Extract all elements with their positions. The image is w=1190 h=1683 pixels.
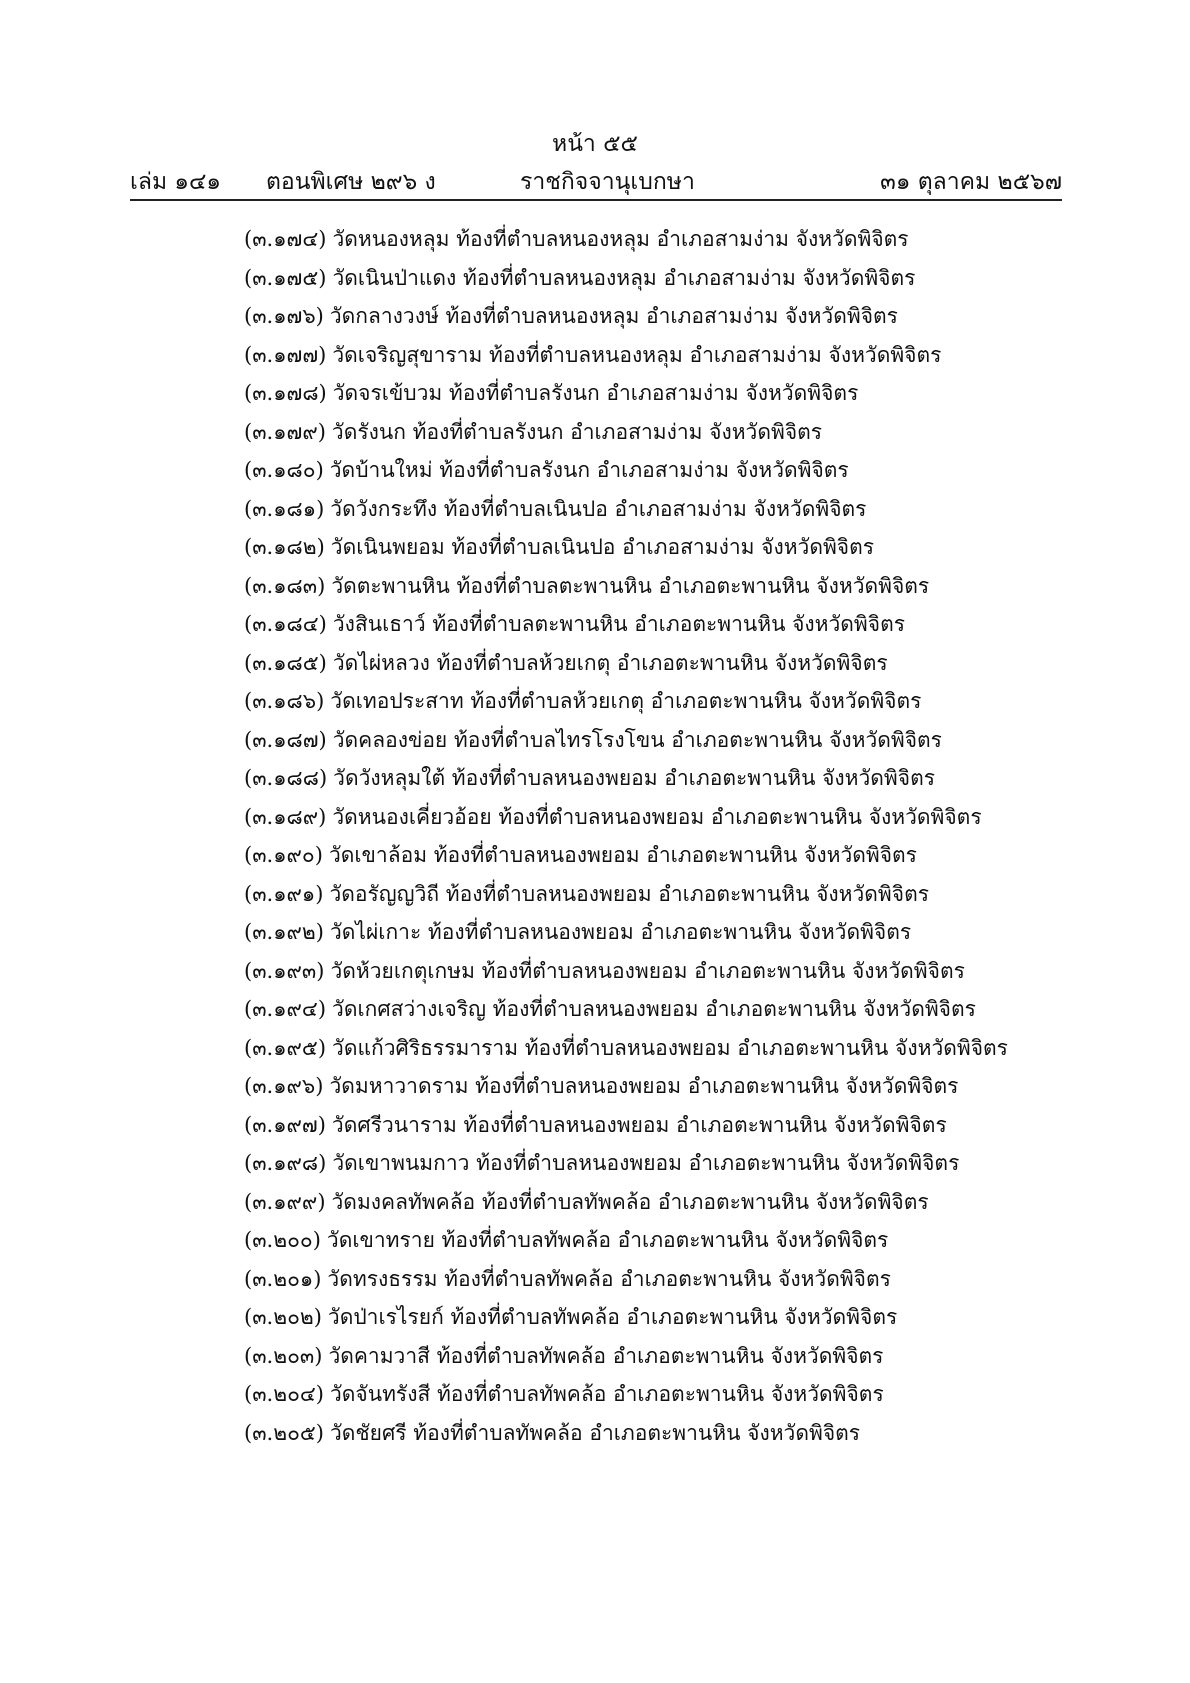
entry-text: วัดคลองข่อย ท้องที่ตำบลไทรโรงโขน อำเภอตะพานหิน จังหวัดพิจิตร	[332, 727, 942, 752]
list-item	[244, 802, 1144, 841]
list-item	[244, 879, 1144, 918]
entry-text: วัดเกศสว่างเจริญ ท้องที่ตำบลหนองพยอม อำเภอตะพานหิน จังหวัดพิจิตร	[332, 997, 976, 1021]
entry-text: วัดศรีวนาราม ท้องที่ตำบลหนองพยอม อำเภอตะพานหิน จังหวัดพิจิตร	[331, 1112, 947, 1137]
entry-number: (๓.๑๙๐)	[244, 843, 323, 867]
entry-text: วัดเทอประสาท ท้องที่ตำบลห้วยเกตุ อำเภอตะพานหิน จังหวัดพิจิตร	[330, 689, 922, 713]
entry-number: (๓.๑๙๓)	[244, 958, 325, 983]
entry-number: (๓.๑๙๑)	[244, 881, 324, 906]
header-date: ๓๑ ตุลาคม ๒๕๖๗	[880, 169, 1062, 195]
entry-number: (๓.๑๗๙)	[244, 419, 326, 444]
entry-text: วัดคามวาสี ท้องที่ตำบลทัพคล้อ อำเภอตะพานหิน จังหวัดพิจิตร	[328, 1343, 884, 1368]
list-item	[244, 917, 1144, 956]
list-item	[244, 571, 1144, 610]
entry-text: วัดกลางวงษ์ ท้องที่ตำบลหนองหลุม อำเภอสามง่าม จังหวัดพิจิตร	[329, 304, 898, 328]
entry-text: วัดไผ่หลวง ท้องที่ตำบลห้วยเกตุ อำเภอตะพานหิน จังหวัดพิจิตร	[332, 650, 888, 675]
list-item	[244, 417, 1144, 456]
entry-number: (๓.๑๘๗)	[244, 727, 327, 752]
list-item	[244, 725, 1144, 764]
list-item	[244, 1264, 1144, 1303]
entry-number: (๓.๑๗๕)	[244, 265, 327, 290]
entry-number: (๓.๑๙๙)	[244, 1189, 326, 1214]
entry-number: (๓.๑๗๔)	[244, 227, 327, 251]
entry-text: วัดเขาทราย ท้องที่ตำบลทัพคล้อ อำเภอตะพานหิน จังหวัดพิจิตร	[326, 1228, 889, 1252]
list-item	[244, 1110, 1144, 1149]
list-item	[244, 1148, 1144, 1187]
entry-text: วัดห้วยเกตุเกษม ท้องที่ตำบลหนองพยอม อำเภอตะพานหิน จังหวัดพิจิตร	[330, 958, 965, 983]
page-number: หน้า ๕๕	[552, 131, 638, 157]
entry-number: (๓.๑๙๗)	[244, 1112, 326, 1137]
header-divider	[130, 199, 1062, 201]
list-item	[244, 378, 1144, 417]
entry-number: (๓.๑๘๑)	[244, 496, 325, 521]
entry-number: (๓.๒๐๔)	[244, 1382, 324, 1406]
entry-number: (๓.๒๐๒)	[244, 1305, 322, 1329]
list-item	[244, 686, 1144, 725]
entry-text: วัดชัยศรี ท้องที่ตำบลทัพคล้อ อำเภอตะพานหิน จังหวัดพิจิตร	[329, 1420, 861, 1445]
entry-text: วัดเนินป่าแดง ท้องที่ตำบลหนองหลุม อำเภอสามง่าม จังหวัดพิจิตร	[332, 265, 916, 290]
list-item	[244, 1341, 1144, 1380]
entry-number: (๓.๒๐๑)	[244, 1266, 322, 1291]
entry-text: วัดทรงธรรม ท้องที่ตำบลทัพคล้อ อำเภอตะพานหิน จังหวัดพิจิตร	[327, 1266, 891, 1291]
entry-number: (๓.๑๗๗)	[244, 342, 327, 367]
header-title: ราชกิจจานุเบกษา	[520, 169, 695, 195]
list-item	[244, 763, 1144, 802]
entry-text: วัดหนองเคี่ยวอ้อย ท้องที่ตำบลหนองพยอม อำเภอตะพานหิน จังหวัดพิจิตร	[332, 804, 982, 829]
entry-number: (๓.๑๘๔)	[244, 612, 327, 636]
list-item	[244, 994, 1144, 1033]
entry-text: วัดเนินพยอม ท้องที่ตำบลเนินปอ อำเภอสามง่าม จังหวัดพิจิตร	[330, 535, 875, 559]
entry-text: วัดมงคลทัพคล้อ ท้องที่ตำบลทัพคล้อ อำเภอตะพานหิน จังหวัดพิจิตร	[331, 1189, 929, 1214]
entry-number: (๓.๑๗๖)	[244, 304, 324, 328]
list-item	[244, 1379, 1144, 1418]
entry-number: (๓.๑๘๐)	[244, 458, 324, 482]
entry-number: (๓.๑๘๙)	[244, 804, 327, 829]
entry-number: (๓.๒๐๐)	[244, 1228, 321, 1252]
entry-text: วัดจันทรังสี ท้องที่ตำบลทัพคล้อ อำเภอตะพานหิน จังหวัดพิจิตร	[329, 1382, 884, 1406]
list-item	[244, 301, 1144, 340]
list-item	[244, 1187, 1144, 1226]
entry-number: (๓.๑๘๓)	[244, 573, 326, 598]
list-item	[244, 1302, 1144, 1341]
list-item	[244, 1225, 1144, 1264]
list-item	[244, 224, 1144, 263]
list-item	[244, 840, 1144, 879]
entry-text: วัดเขาพนมกาว ท้องที่ตำบลหนองพยอม อำเภอตะพานหิน จังหวัดพิจิตร	[332, 1151, 960, 1175]
entry-text: วัดแก้วศิริธรรมาราม ท้องที่ตำบลหนองพยอม อำเภอตะพานหิน จังหวัดพิจิตร	[332, 1035, 1008, 1060]
entry-number: (๓.๑๘๒)	[244, 535, 325, 559]
entry-number: (๓.๑๙๕)	[244, 1035, 327, 1060]
list-item	[244, 532, 1144, 571]
list-item	[244, 956, 1144, 995]
entry-text: วัดตะพานหิน ท้องที่ตำบลตะพานหิน อำเภอตะพานหิน จังหวัดพิจิตร	[331, 573, 930, 598]
list-item	[244, 1418, 1144, 1457]
entry-text: วัดวังกระทึง ท้องที่ตำบลเนินปอ อำเภอสามง่าม จังหวัดพิจิตร	[330, 496, 867, 521]
entry-text: วัดมหาวาดราม ท้องที่ตำบลหนองพยอม อำเภอตะพานหิน จังหวัดพิจิตร	[329, 1074, 959, 1098]
list-item	[244, 494, 1144, 533]
entry-text: วัดรังนก ท้องที่ตำบลรังนก อำเภอสามง่าม จังหวัดพิจิตร	[331, 419, 823, 444]
entry-text: วัดจรเข้บวม ท้องที่ตำบลรังนก อำเภอสามง่าม จังหวัดพิจิตร	[332, 381, 859, 405]
list-item	[244, 1071, 1144, 1110]
list-item	[244, 1033, 1144, 1072]
list-item	[244, 609, 1144, 648]
entry-number: (๓.๑๙๖)	[244, 1074, 324, 1098]
entry-text: วัดไผ่เกาะ ท้องที่ตำบลหนองพยอม อำเภอตะพานหิน จังหวัดพิจิตร	[329, 920, 912, 944]
entry-text: วัดวังหลุมใต้ ท้องที่ตำบลหนองพยอม อำเภอตะพานหิน จังหวัดพิจิตร	[333, 766, 935, 790]
list-item	[244, 263, 1144, 302]
entry-text: วังสินเธาว์ ท้องที่ตำบลตะพานหิน อำเภอตะพานหิน จังหวัดพิจิตร	[332, 612, 905, 636]
temple-list	[244, 224, 1144, 1456]
entry-text: วัดเจริญสุขาราม ท้องที่ตำบลหนองหลุม อำเภอสามง่าม จังหวัดพิจิตร	[332, 342, 942, 367]
header-volume: เล่ม ๑๔๑	[130, 169, 222, 195]
entry-number: (๓.๒๐๕)	[244, 1420, 324, 1445]
entry-number: (๓.๑๘๕)	[244, 650, 327, 675]
list-item	[244, 648, 1144, 687]
header-issue: ตอนพิเศษ ๒๙๖ ง	[266, 169, 436, 195]
entry-text: วัดเขาล้อม ท้องที่ตำบลหนองพยอม อำเภอตะพานหิน จังหวัดพิจิตร	[328, 843, 917, 867]
entry-number: (๓.๒๐๓)	[244, 1343, 323, 1368]
gazette-header	[130, 164, 1062, 198]
entry-number: (๓.๑๙๔)	[244, 997, 327, 1021]
entry-text: วัดบ้านใหม่ ท้องที่ตำบลรังนก อำเภอสามง่าม จังหวัดพิจิตร	[329, 458, 849, 482]
entry-text: วัดอรัญญวิถี ท้องที่ตำบลหนองพยอม อำเภอตะพานหิน จังหวัดพิจิตร	[329, 881, 929, 906]
entry-number: (๓.๑๙๘)	[244, 1151, 327, 1175]
entry-number: (๓.๑๙๒)	[244, 920, 324, 944]
entry-number: (๓.๑๗๘)	[244, 381, 327, 405]
entry-number: (๓.๑๘๖)	[244, 689, 325, 713]
entry-number: (๓.๑๘๘)	[244, 766, 328, 790]
entry-text: วัดป่าเรไรยก์ ท้องที่ตำบลทัพคล้อ อำเภอตะพานหิน จังหวัดพิจิตร	[327, 1305, 898, 1329]
list-item	[244, 340, 1144, 379]
list-item	[244, 455, 1144, 494]
entry-text: วัดหนองหลุม ท้องที่ตำบลหนองหลุม อำเภอสามง่าม จังหวัดพิจิตร	[332, 227, 909, 251]
